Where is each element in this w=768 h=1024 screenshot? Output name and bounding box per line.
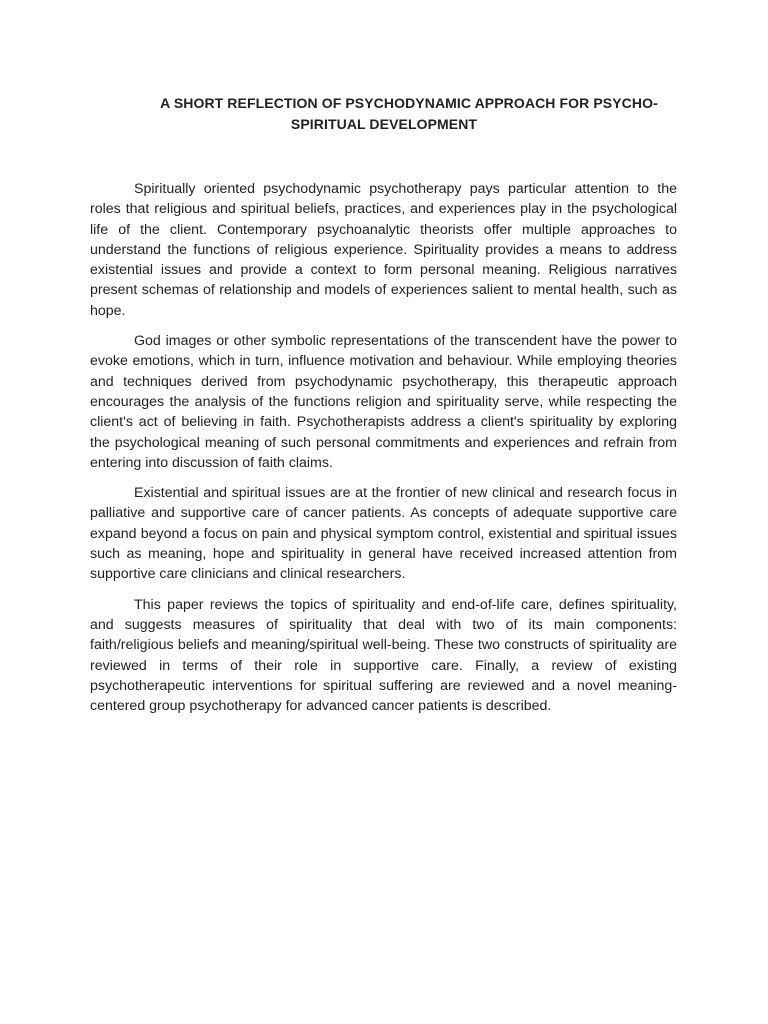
- paragraph-3: Existential and spiritual issues are at the frontier of new clinical and research focus in palliative and supportive care of cancer patients. As concepts of adequate supportive care expand beyond a focus on pain and physical symptom control, existential and spiritual issues such as meaning, hope and spirituality in general have received increased attention from supportive care clinicians and clinical researchers.: [90, 485, 677, 583]
- title-line-2: SPIRITUAL DEVELOPMENT: [290, 116, 478, 132]
- paragraph-1: Spiritually oriented psychodynamic psychotherapy pays particular attention to the roles that religious and spiritual beliefs, practices, and experiences play in the psychological life of the client. Contemporary psychoanalytic theorists offer multiple approaches to understand the functions of religious experience. Spirituality provides a means to address existential issues and provide a context to form personal meaning. Religious narratives present schemas of relationship and models of experiences salient to mental health, such as hope.: [90, 181, 677, 319]
- title-line-1: A SHORT REFLECTION OF PSYCHODYNAMIC APPROACH FOR PSYCHO-: [160, 95, 658, 111]
- document-title: [90, 93, 678, 135]
- paragraph-4: This paper reviews the topics of spirituality and end-of-life care, defines spirituality, and suggests measures of spirituality that deal with two of its main components: faith/religious beliefs and meaning/spiritual well-being. These two constructs of spirituality are reviewed in terms of their role in supportive care. Finally, a review of existing psychotherapeutic interventions for spiritual suffering are reviewed and a novel meaning-centered group psychotherapy for advanced cancer patients is described.: [90, 596, 677, 715]
- paragraph-2: God images or other symbolic representations of the transcendent have the power to evoke emotions, which in turn, influence motivation and behaviour. While employing theories and techniques derived from psychodynamic psychotherapy, this therapeutic approach encourages the analysis of the functions religion and spirituality serve, while respecting the client's act of believing in faith. Psychotherapists address a client's spirituality by exploring the psychological meaning of such personal commitments and experiences and refrain from entering into discussion of faith claims.: [90, 333, 677, 471]
- document-body: [90, 179, 677, 726]
